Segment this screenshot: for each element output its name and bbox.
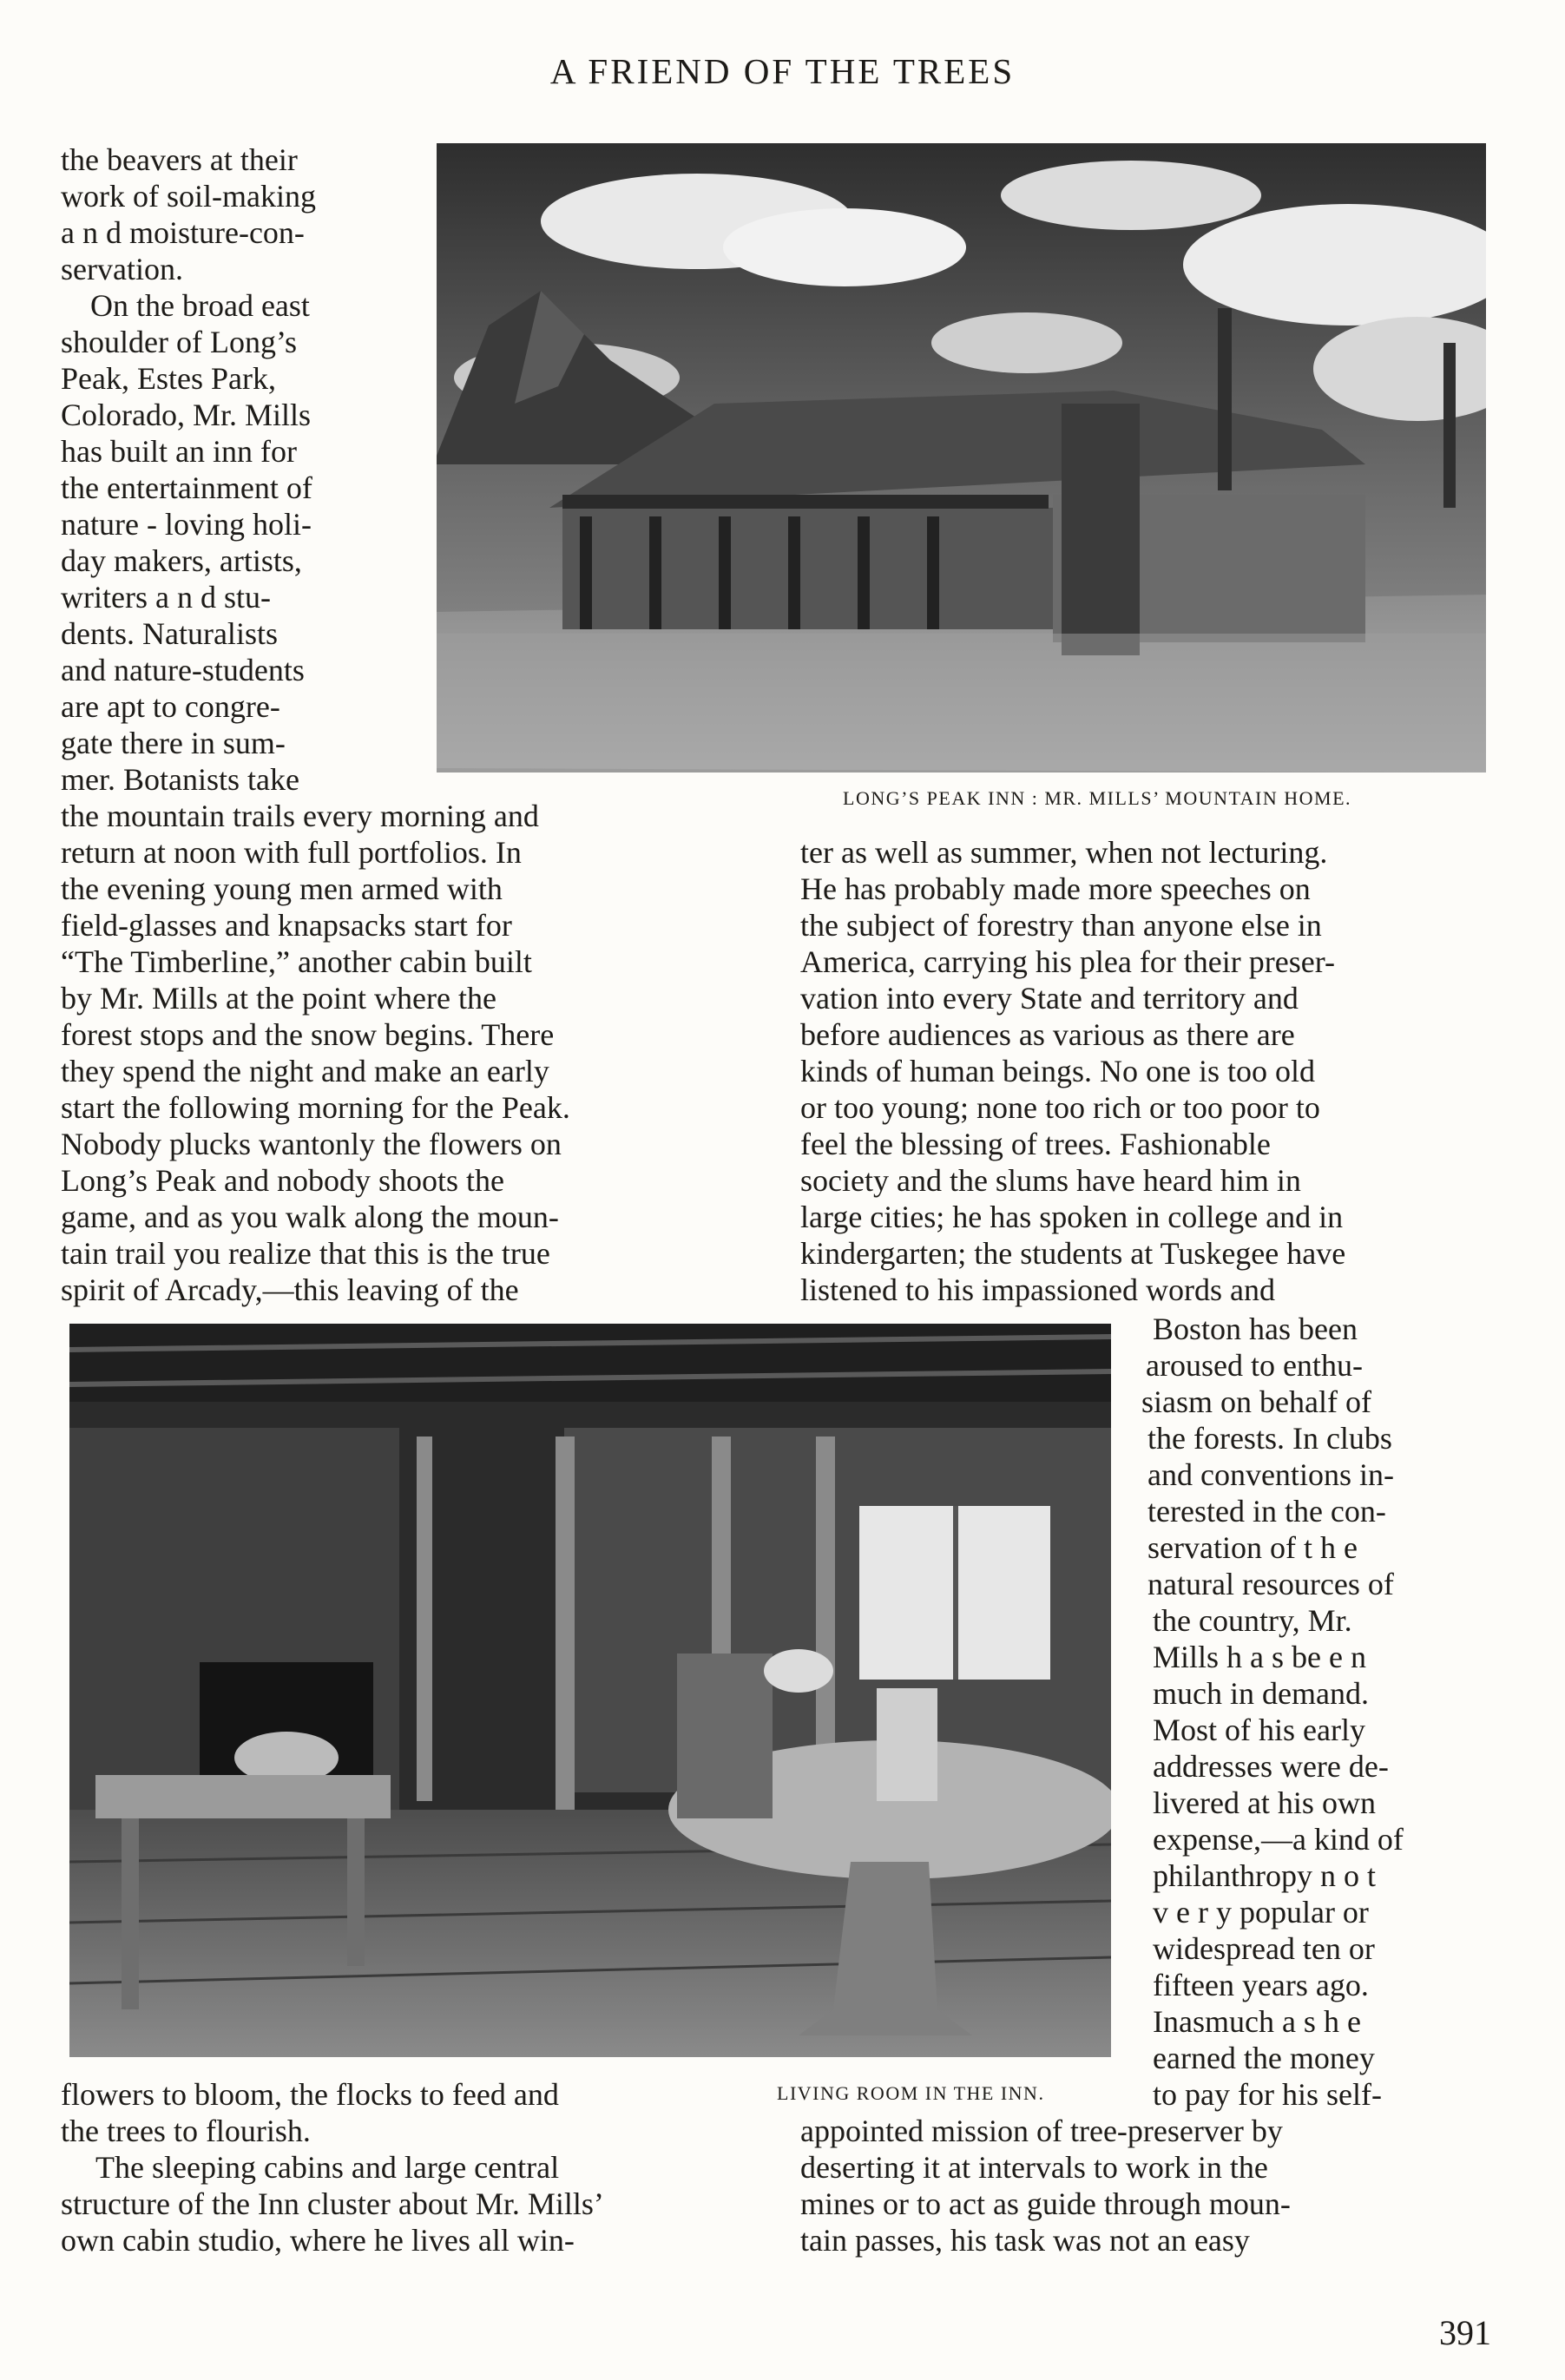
- text-line: and nature-students: [61, 653, 305, 687]
- page-number: 391: [1439, 2313, 1491, 2352]
- text-line: ter as well as summer, when not lecturing.: [800, 835, 1328, 870]
- text-line: return at noon with full portfolios. In: [61, 835, 522, 870]
- text-line: Colorado, Mr. Mills: [61, 398, 312, 432]
- text-line: nature - loving holi-: [61, 507, 312, 542]
- text-line: Most of his early: [1153, 1713, 1365, 1747]
- text-line: society and the slums have heard him in: [800, 1163, 1301, 1198]
- text-line: servation of t h e: [1147, 1530, 1358, 1565]
- text-line: mer. Botanists take: [61, 762, 299, 797]
- text-line: day makers, artists,: [61, 543, 302, 578]
- text-line: addresses were de-: [1153, 1749, 1389, 1784]
- text-line: On the broad east: [90, 288, 310, 323]
- text-line: America, carrying his plea for their preser-: [800, 944, 1335, 979]
- text-line: siasm on behalf of: [1141, 1384, 1371, 1419]
- text-line: tain passes, his task was not an easy: [800, 2223, 1250, 2258]
- text-line: the trees to flourish.: [61, 2114, 311, 2148]
- text-line: large cities; he has spoken in college and in: [800, 1200, 1344, 1234]
- text-line: v e r y popular or: [1153, 1895, 1369, 1930]
- text-line: dents. Naturalists: [61, 616, 278, 651]
- text-line: the entertainment of: [61, 470, 312, 505]
- text-line: start the following morning for the Peak.: [61, 1090, 570, 1125]
- text-line: game, and as you walk along the moun-: [61, 1200, 559, 1234]
- living-room-photo: [69, 1324, 1111, 2057]
- text-line: livered at his own: [1153, 1785, 1376, 1820]
- bottom-photo-caption: LIVING ROOM IN THE INN.: [777, 2082, 1045, 2104]
- text-line: and conventions in-: [1147, 1457, 1394, 1492]
- text-line: work of soil-making: [61, 179, 316, 214]
- text-line: Peak, Estes Park,: [61, 361, 276, 396]
- text-line: “The Timberline,” another cabin built: [61, 944, 532, 979]
- text-line: to pay for his self-: [1153, 2077, 1382, 2112]
- text-line: appointed mission of tree-preserver by: [800, 2114, 1283, 2148]
- text-line: flowers to bloom, the flocks to feed and: [61, 2077, 559, 2112]
- text-line: Inasmuch a s h e: [1153, 2004, 1361, 2039]
- text-line: writers a n d stu-: [61, 580, 271, 615]
- text-line: before audiences as various as there are: [800, 1017, 1295, 1052]
- text-line: Nobody plucks wantonly the flowers on: [61, 1127, 562, 1161]
- text-line: the mountain trails every morning and: [61, 799, 539, 833]
- text-line: structure of the Inn cluster about Mr. Mills’: [61, 2186, 604, 2221]
- text-line: terested in the con-: [1147, 1494, 1386, 1529]
- text-line: the country, Mr.: [1153, 1603, 1352, 1638]
- text-line: tain trail you realize that this is the true: [61, 1236, 550, 1271]
- text-line: vation into every State and territory and: [800, 981, 1299, 1016]
- text-line: aroused to enthu-: [1146, 1348, 1363, 1383]
- text-line: natural resources of: [1147, 1567, 1394, 1601]
- text-line: The sleeping cabins and large central: [95, 2150, 560, 2185]
- text-line: the forests. In clubs: [1147, 1421, 1392, 1456]
- text-line: or too young; none too rich or too poor to: [800, 1090, 1320, 1125]
- text-line: spirit of Arcady,—this leaving of the: [61, 1272, 519, 1307]
- text-line: are apt to congre-: [61, 689, 280, 724]
- text-line: forest stops and the snow begins. There: [61, 1017, 555, 1052]
- text-line: they spend the night and make an early: [61, 1054, 549, 1088]
- text-line: has built an inn for: [61, 434, 297, 469]
- text-line: fifteen years ago.: [1153, 1968, 1369, 2002]
- text-line: kinds of human beings. No one is too old: [800, 1054, 1315, 1088]
- top-photo-caption: LONG’S PEAK INN : MR. MILLS’ MOUNTAIN HOME.: [843, 787, 1352, 809]
- text-line: Boston has been: [1153, 1312, 1358, 1346]
- text-line: He has probably made more speeches on: [800, 871, 1311, 906]
- text-line: philanthropy n o t: [1153, 1858, 1376, 1893]
- text-line: kindergarten; the students at Tuskegee have: [800, 1236, 1346, 1271]
- text-line: gate there in sum-: [61, 726, 286, 760]
- text-line: widespread ten or: [1153, 1931, 1375, 1966]
- text-line: expense,—a kind of: [1153, 1822, 1404, 1857]
- text-line: Mills h a s be e n: [1153, 1640, 1366, 1674]
- text-line: the evening young men armed with: [61, 871, 503, 906]
- text-line: by Mr. Mills at the point where the: [61, 981, 496, 1016]
- text-line: own cabin studio, where he lives all win-: [61, 2223, 575, 2258]
- text-line: the beavers at their: [61, 142, 298, 177]
- text-line: earned the money: [1153, 2041, 1375, 2075]
- text-line: listened to his impassioned words and: [800, 1272, 1275, 1307]
- text-line: feel the blessing of trees. Fashionable: [800, 1127, 1271, 1161]
- text-line: Long’s Peak and nobody shoots the: [61, 1163, 504, 1198]
- text-line: mines or to act as guide through moun-: [800, 2186, 1291, 2221]
- text-line: much in demand.: [1153, 1676, 1369, 1711]
- text-line: deserting it at intervals to work in the: [800, 2150, 1268, 2185]
- text-line: field-glasses and knapsacks start for: [61, 908, 512, 943]
- running-head: A FRIEND OF THE TREES: [549, 51, 1016, 91]
- text-line: a n d moisture-con-: [61, 215, 305, 250]
- text-line: servation.: [61, 252, 183, 286]
- inn-photo: [437, 143, 1486, 773]
- text-line: shoulder of Long’s: [61, 325, 297, 359]
- text-line: the subject of forestry than anyone else in: [800, 908, 1322, 943]
